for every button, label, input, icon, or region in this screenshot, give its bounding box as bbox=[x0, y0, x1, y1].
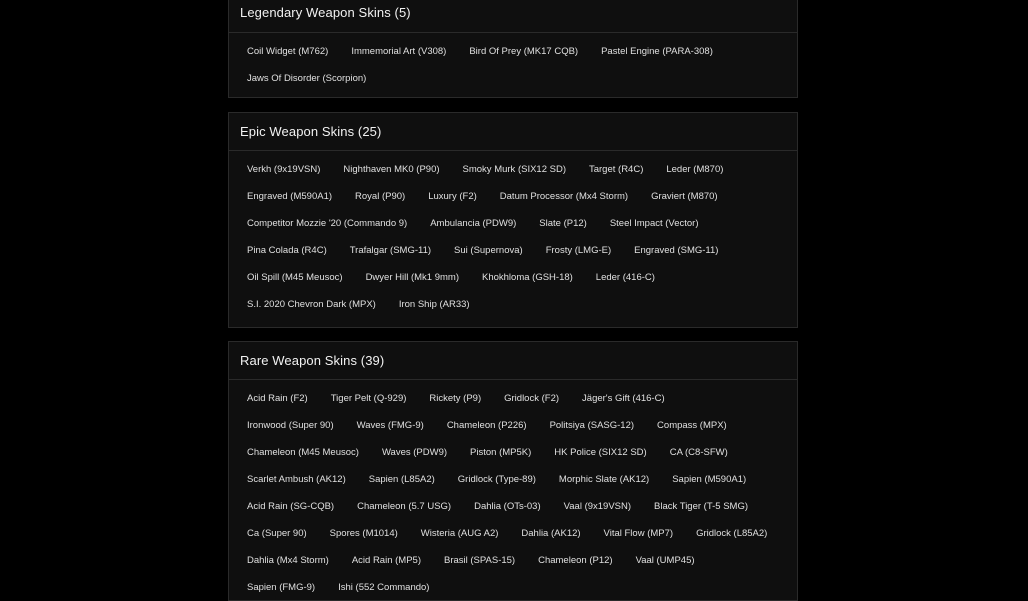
skin-item[interactable]: Iron Ship (AR33) bbox=[398, 299, 470, 310]
skin-item[interactable]: Slate (P12) bbox=[539, 218, 587, 229]
skin-item[interactable]: Acid Rain (SG-CQB) bbox=[247, 501, 335, 512]
skin-item[interactable]: Immemorial Art (V308) bbox=[351, 46, 447, 57]
skin-item[interactable]: CA (C8-SFW) bbox=[669, 447, 728, 458]
skin-item[interactable]: Pina Colada (R4C) bbox=[247, 245, 327, 256]
rare-skins-title: Rare Weapon Skins (39) bbox=[240, 353, 385, 368]
skin-item[interactable]: Engraved (SMG-11) bbox=[634, 245, 719, 256]
skin-item[interactable]: Dwyer Hill (Mk1 9mm) bbox=[365, 272, 459, 283]
skin-item[interactable]: Waves (FMG-9) bbox=[356, 420, 424, 431]
skin-item[interactable]: Wisteria (AUG A2) bbox=[420, 528, 499, 539]
skin-item[interactable]: Royal (P90) bbox=[355, 191, 406, 202]
rare-skins-list bbox=[229, 380, 797, 601]
skin-item[interactable]: Chameleon (P12) bbox=[538, 555, 613, 566]
skin-item[interactable]: Spores (M1014) bbox=[329, 528, 398, 539]
legendary-skins-title: Legendary Weapon Skins (5) bbox=[240, 5, 411, 20]
skin-item[interactable]: Chameleon (5.7 USG) bbox=[357, 501, 452, 512]
skin-item[interactable]: Ambulancia (PDW9) bbox=[430, 218, 517, 229]
legendary-skins-panel bbox=[228, 0, 798, 98]
skin-item[interactable]: Tiger Pelt (Q-929) bbox=[330, 393, 407, 404]
skin-item[interactable]: Trafalgar (SMG-11) bbox=[349, 245, 432, 256]
skin-item[interactable]: Luxury (F2) bbox=[428, 191, 477, 202]
skin-item[interactable]: Rickety (P9) bbox=[429, 393, 482, 404]
skin-item[interactable]: Sapien (FMG-9) bbox=[247, 582, 316, 593]
skin-item[interactable]: Gridlock (F2) bbox=[504, 393, 560, 404]
rare-skins-header bbox=[229, 342, 797, 380]
skin-item[interactable]: Brasil (SPAS-15) bbox=[444, 555, 516, 566]
legendary-skins-list bbox=[229, 33, 797, 92]
skin-item[interactable]: Dahlia (OTs-03) bbox=[474, 501, 541, 512]
skin-item[interactable]: Engraved (M590A1) bbox=[247, 191, 333, 202]
skin-item[interactable]: S.I. 2020 Chevron Dark (MPX) bbox=[247, 299, 376, 310]
epic-skins-title: Epic Weapon Skins (25) bbox=[240, 124, 382, 139]
skin-item[interactable]: Leder (M870) bbox=[666, 164, 724, 175]
skin-item[interactable]: Sapien (M590A1) bbox=[672, 474, 747, 485]
skin-item[interactable]: Competitor Mozzie '20 (Commando 9) bbox=[247, 218, 408, 229]
skin-item[interactable]: Nighthaven MK0 (P90) bbox=[343, 164, 440, 175]
skin-item[interactable]: Compass (MPX) bbox=[657, 420, 727, 431]
skin-item[interactable]: Ca (Super 90) bbox=[247, 528, 307, 539]
skin-item[interactable]: Sui (Supernova) bbox=[454, 245, 523, 256]
epic-skins-header bbox=[229, 113, 797, 151]
skin-item[interactable]: Dahlia (AK12) bbox=[521, 528, 581, 539]
skin-item[interactable]: Datum Processor (Mx4 Storm) bbox=[499, 191, 629, 202]
skin-item[interactable]: Smoky Murk (SIX12 SD) bbox=[462, 164, 566, 175]
skin-item[interactable]: Jaws Of Disorder (Scorpion) bbox=[247, 73, 367, 84]
skin-item[interactable]: Dahlia (Mx4 Storm) bbox=[247, 555, 329, 566]
skin-item[interactable]: Ishi (552 Commando) bbox=[338, 582, 430, 593]
skin-item[interactable]: Jäger's Gift (416-C) bbox=[582, 393, 665, 404]
skin-item[interactable]: Scarlet Ambush (AK12) bbox=[247, 474, 346, 485]
skin-item[interactable]: Vaal (UMP45) bbox=[635, 555, 695, 566]
skin-item[interactable]: Gridlock (L85A2) bbox=[696, 528, 768, 539]
skin-item[interactable]: Leder (416-C) bbox=[595, 272, 655, 283]
skin-item[interactable]: Frosty (LMG-E) bbox=[545, 245, 612, 256]
skin-item[interactable]: Pastel Engine (PARA-308) bbox=[601, 46, 713, 57]
skin-item[interactable]: Piston (MP5K) bbox=[470, 447, 532, 458]
skin-item[interactable]: Bird Of Prey (MK17 CQB) bbox=[469, 46, 579, 57]
skin-item[interactable]: Chameleon (M45 Meusoc) bbox=[247, 447, 359, 458]
skin-item[interactable]: Acid Rain (MP5) bbox=[351, 555, 421, 566]
skin-item[interactable]: Vital Flow (MP7) bbox=[603, 528, 674, 539]
skin-item[interactable]: Vaal (9x19VSN) bbox=[563, 501, 632, 512]
skin-item[interactable]: Verkh (9x19VSN) bbox=[247, 164, 321, 175]
skin-item[interactable]: Morphic Slate (AK12) bbox=[558, 474, 650, 485]
skin-item[interactable]: Target (R4C) bbox=[588, 164, 644, 175]
skin-item[interactable]: Oil Spill (M45 Meusoc) bbox=[247, 272, 343, 283]
epic-skins-panel bbox=[228, 112, 798, 328]
skin-item[interactable]: Sapien (L85A2) bbox=[368, 474, 435, 485]
skin-item[interactable]: Graviert (M870) bbox=[651, 191, 718, 202]
skin-item[interactable]: Acid Rain (F2) bbox=[247, 393, 308, 404]
skin-item[interactable]: HK Police (SIX12 SD) bbox=[554, 447, 647, 458]
epic-skins-list bbox=[229, 151, 797, 318]
skin-item[interactable]: Coil Widget (M762) bbox=[247, 46, 329, 57]
skin-item[interactable]: Chameleon (P226) bbox=[446, 420, 527, 431]
legendary-skins-header bbox=[229, 0, 797, 33]
skin-item[interactable]: Ironwood (Super 90) bbox=[247, 420, 334, 431]
rare-skins-panel bbox=[228, 341, 798, 601]
skin-item[interactable]: Politsiya (SASG-12) bbox=[549, 420, 635, 431]
skin-item[interactable]: Waves (PDW9) bbox=[381, 447, 448, 458]
skin-item[interactable]: Black Tiger (T-5 SMG) bbox=[654, 501, 749, 512]
skin-item[interactable]: Steel Impact (Vector) bbox=[609, 218, 699, 229]
skin-item[interactable]: Khokhloma (GSH-18) bbox=[481, 272, 573, 283]
skin-item[interactable]: Gridlock (Type-89) bbox=[457, 474, 536, 485]
